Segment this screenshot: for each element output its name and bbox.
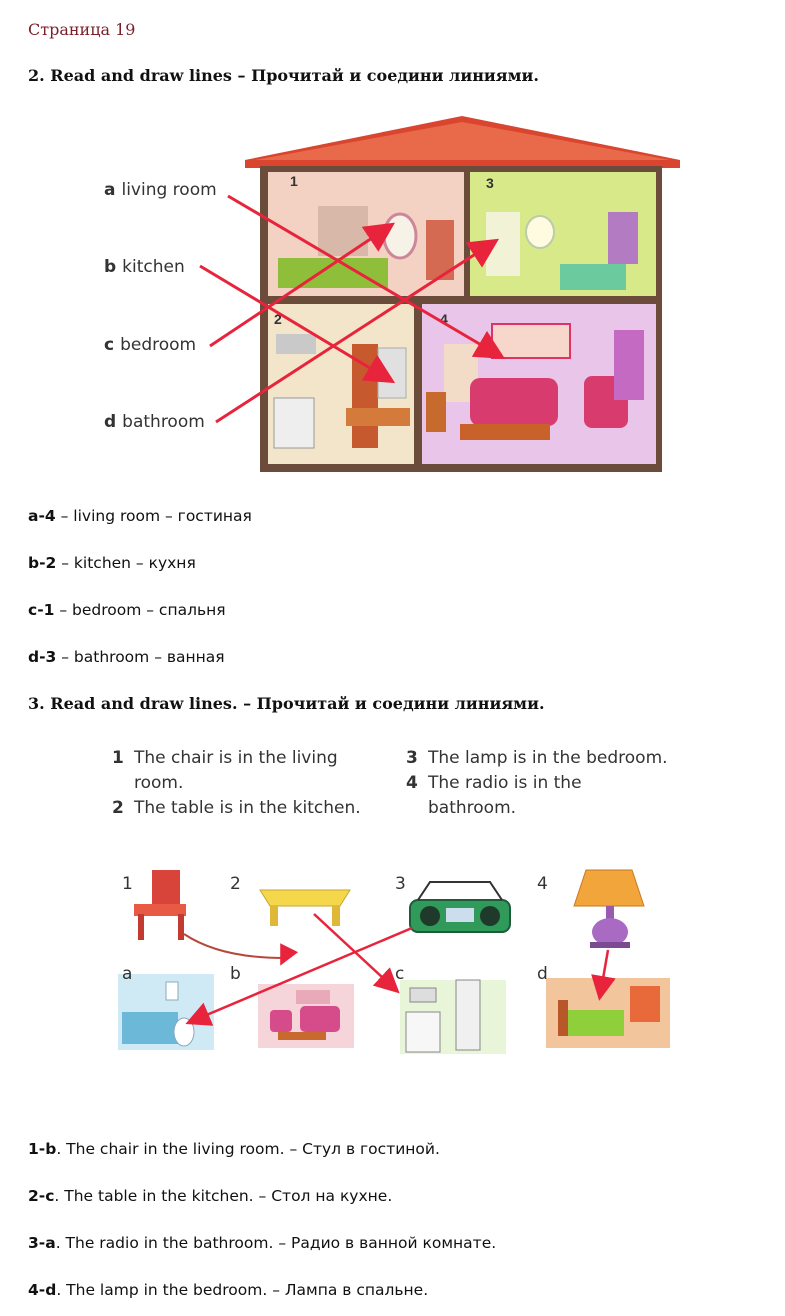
label-b: b kitchen <box>104 257 185 277</box>
task2-answer-2: b-2 – kitchen – кухня <box>28 554 196 572</box>
living-sofa <box>470 378 558 426</box>
table-image <box>260 890 350 926</box>
living-cabinet <box>426 392 446 432</box>
lamp-image <box>574 870 644 948</box>
roof-tiles <box>255 122 670 160</box>
room-letter-b: b <box>230 964 241 984</box>
room-b-living-room <box>258 984 354 1048</box>
page-label: Страница 19 <box>28 20 136 39</box>
label-a: a living room <box>104 180 217 200</box>
room-letter-d: d <box>537 964 548 984</box>
object-number-2: 2 <box>230 874 241 894</box>
task3-answer-1: 1-b. The chair in the living room. – Стул в гостиной. <box>28 1140 440 1158</box>
radio-image <box>410 882 510 932</box>
task3-answer-3: 3-a. The radio in the bathroom. – Радио в ванной комнате. <box>28 1234 497 1252</box>
task3-heading: 3. Read and draw lines. – Прочитай и соедини линиями. <box>28 694 545 713</box>
room-d-bedroom <box>546 978 670 1048</box>
kitchen-stove <box>274 398 314 448</box>
task3-answer-4: 4-d. The lamp in the bedroom. – Лампа в спальне. <box>28 1281 429 1299</box>
arrow-1-to-b <box>184 934 284 962</box>
kitchen-fridge <box>378 348 406 398</box>
label-c: c bedroom <box>104 335 197 355</box>
living-picture <box>492 324 570 358</box>
kitchen-table <box>346 408 410 426</box>
task2-heading: 2. Read and draw lines – Прочитай и соедини линиями. <box>28 66 539 85</box>
living-window <box>614 330 644 400</box>
room-c-kitchen <box>400 980 506 1054</box>
task2-answer-4: d-3 – bathroom – ванная <box>28 648 225 666</box>
task2-answer-1: a-4 – living room – гостиная <box>28 507 252 525</box>
room-a-bathroom <box>118 974 214 1050</box>
label-d: d bathroom <box>104 412 205 432</box>
room-number-3: 3 <box>486 175 494 191</box>
room-number-1: 1 <box>290 173 298 189</box>
task3-answer-2: 2-c. The table in the kitchen. – Стол на кухне. <box>28 1187 393 1205</box>
bathroom-mirror <box>526 216 554 248</box>
bedroom-mirror <box>384 214 416 258</box>
house-illustration <box>90 108 690 478</box>
object-number-4: 4 <box>537 874 548 894</box>
room-letter-c: c <box>395 964 405 984</box>
kitchen-hood <box>276 334 316 354</box>
room-number-2: 2 <box>274 311 282 327</box>
bathroom-curtain <box>608 212 638 264</box>
room-letter-a: a <box>122 964 133 984</box>
bathroom-tub <box>560 264 626 290</box>
object-number-3: 3 <box>395 874 406 894</box>
chair-image <box>134 870 186 940</box>
living-table <box>460 424 550 440</box>
room-number-4: 4 <box>440 311 448 327</box>
task2-answer-3: c-1 – bedroom – спальня <box>28 601 226 619</box>
task3-illustration <box>100 862 700 1092</box>
object-number-1: 1 <box>122 874 133 894</box>
bedroom-window <box>318 206 368 256</box>
